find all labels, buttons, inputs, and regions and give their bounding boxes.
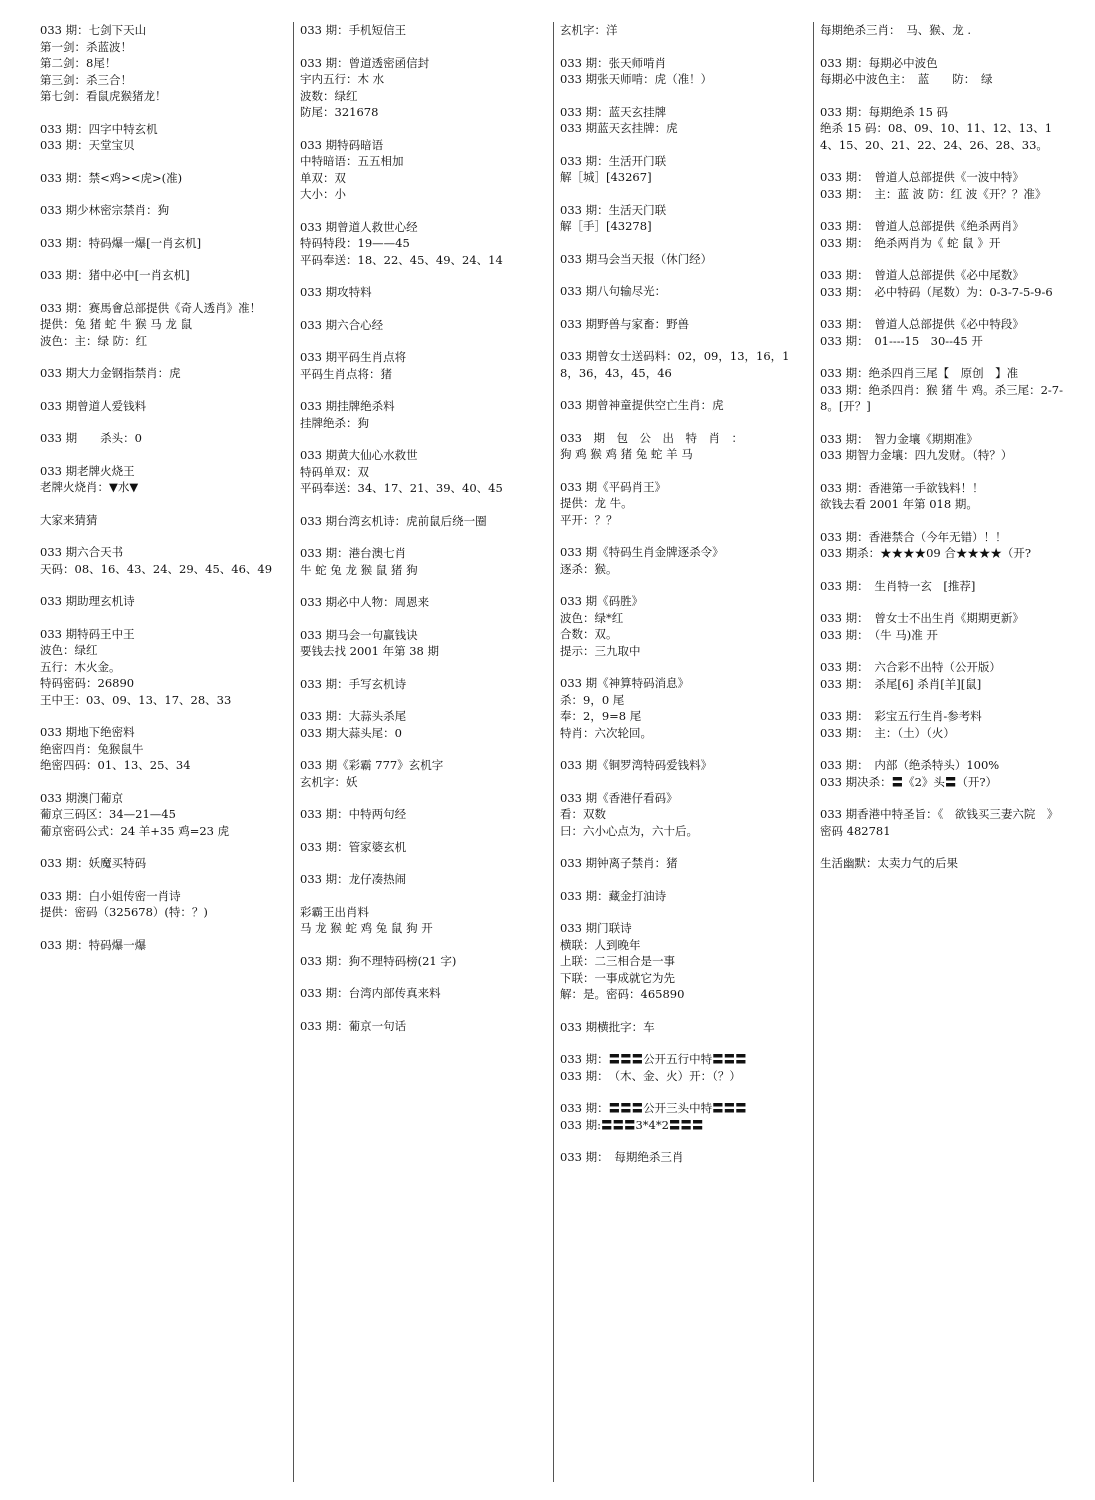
block-line: 解［手］[43278] — [560, 219, 652, 233]
text-block — [300, 137, 547, 203]
block-header: 033 期平码生肖点将 — [300, 350, 407, 364]
block-header: 033 期： 曾道人总部提供《绝杀两肖》 — [820, 219, 1024, 233]
text-block — [820, 169, 1068, 202]
text-block — [300, 871, 547, 888]
block-header: 033 期： 曾女士不出生肖《期期更新》 — [820, 611, 1024, 625]
block-line: 033 期： （木、金、火）开：（？） — [560, 1068, 741, 1083]
block-line: 特码特段：19——45 — [300, 236, 410, 250]
text-block — [40, 235, 287, 252]
block-line: 绝密四肖：兔猴鼠牛 — [40, 741, 144, 756]
text-block — [560, 593, 807, 659]
text-block — [560, 348, 807, 381]
text-block — [300, 513, 547, 530]
block-line: 五行：木火金。 — [40, 659, 121, 674]
block-line: 上联：二三相合是一事 — [560, 954, 675, 968]
text-block — [560, 283, 807, 300]
block-header: 033 期野兽与家畜：野兽 — [560, 316, 690, 331]
block-line: 逐杀：猴。 — [560, 561, 618, 576]
block-header: 033 期：张天师啃肖 — [560, 55, 667, 70]
text-block — [300, 447, 547, 497]
text-block — [40, 170, 287, 187]
block-line: 防尾：321678 — [300, 105, 379, 119]
text-block — [820, 708, 1068, 741]
block-line: 033 期大蒜头尾：0 — [300, 725, 402, 740]
block-line: 绝密四码：01、13、25、34 — [40, 758, 191, 772]
block-header: 033 期：香港第一手欲钱料！！ — [820, 480, 984, 495]
text-block — [560, 1149, 807, 1166]
block-header: 033 期：〓〓〓公开三头中特〓〓〓 — [560, 1101, 747, 1115]
block-header: 033 期： 曾道人总部提供《必中尾数》 — [820, 268, 1024, 282]
block-header: 033 期：港台澳七肖 — [300, 546, 407, 560]
block-line: 第三剑：杀三合！ — [40, 72, 132, 87]
block-header: 033 期钟离子禁肖：猪 — [560, 856, 678, 870]
block-line: 解：是。密码：465890 — [560, 987, 685, 1001]
block-header: 033 期《彩霸 777》玄机字 — [300, 758, 444, 772]
block-line: 033 期张天师啃：虎（准！） — [560, 72, 713, 86]
text-block — [820, 267, 1068, 300]
block-header: 033 期八句输尽光： — [560, 284, 667, 298]
text-block — [40, 512, 287, 529]
block-header: 033 期： 每期绝杀三肖 — [560, 1150, 684, 1164]
text-block — [40, 300, 287, 350]
block-header: 033 期少林密宗禁肖：狗 — [40, 203, 170, 217]
block-line: 看：双数 — [560, 807, 606, 821]
text-block — [300, 349, 547, 382]
block-header: 玄机字：洋 — [560, 23, 618, 37]
block-line: 曰：六小心点为，六十后。 — [560, 823, 698, 838]
text-block — [40, 593, 287, 610]
block-line: 每期必中波色主： 蓝 防： 绿 — [820, 72, 993, 86]
block-header: 033 期： 生肖特一玄 [推荐] — [820, 578, 976, 593]
text-block — [300, 22, 547, 39]
block-header: 033 期必中人物：周恩来 — [300, 595, 430, 609]
text-block — [300, 398, 547, 431]
block-line: 天码：08、16、43、24、29、45、46、49 — [40, 561, 273, 576]
block-line: 033 期： 主：（土）（火） — [820, 725, 955, 740]
block-header: 彩霸王出肖料 — [300, 904, 369, 919]
text-block — [820, 316, 1068, 349]
block-header: 033 期马会当天报（休门经） — [560, 251, 713, 266]
text-block — [40, 937, 287, 954]
block-line: 033 期决杀：〓《2》头〓（开?） — [820, 774, 998, 789]
block-line: 波色：绿红 — [40, 643, 98, 657]
block-line: 033 期： 主：蓝 波 防：红 波《开？？准》 — [820, 186, 1047, 201]
text-block — [300, 757, 547, 790]
block-line: 提供：密码（325678）(特：？) — [40, 905, 208, 919]
block-header: 033 期：手机短信王 — [300, 23, 407, 37]
block-header: 033 期大力金钢指禁肖：虎 — [40, 366, 181, 380]
text-block — [560, 920, 807, 1003]
text-block — [560, 855, 807, 872]
text-block — [560, 251, 807, 268]
block-line: 狗 鸡 猴 鸡 猪 兔 蛇 羊 马 — [560, 447, 693, 461]
block-header: 033 期：妖魔买特码 — [40, 856, 147, 870]
text-block — [300, 317, 547, 334]
block-header: 033 期：特码爆一爆[一肖玄机] — [40, 235, 202, 250]
text-block — [560, 55, 807, 88]
text-block — [40, 855, 287, 872]
block-line: 033 期：天堂宝贝 — [40, 138, 135, 152]
block-header: 033 期门联诗 — [560, 921, 632, 935]
text-block — [300, 627, 547, 660]
block-line: 平码奉送：18、22、45、49、24、14 — [300, 252, 503, 267]
block-header: 033 期助理玄机诗 — [40, 594, 135, 608]
block-line: 提示：三九取中 — [560, 643, 641, 658]
block-line: 特码单双：双 — [300, 464, 369, 479]
text-block — [300, 676, 547, 693]
block-header: 033 期曾神童提供空亡生肖：虎 — [560, 398, 724, 412]
block-header: 033 期：禁<鸡><虎>(准) — [40, 170, 183, 185]
text-block — [40, 202, 287, 219]
block-header: 033 期：七剑下天山 — [40, 23, 147, 37]
block-line: 033 期:〓〓〓3*4*2〓〓〓 — [560, 1117, 704, 1132]
block-line: 奉：2，9=8 尾 — [560, 709, 642, 723]
block-header: 033 期：中特两句经 — [300, 807, 407, 821]
text-block — [40, 22, 287, 105]
block-line: 欲钱去看 2001 年第 018 期。 — [820, 497, 978, 511]
block-line: 波色：绿*红 — [560, 610, 624, 625]
text-block — [820, 104, 1068, 154]
block-line: 平码奉送：34、17、21、39、40、45 — [300, 481, 503, 495]
text-block — [300, 806, 547, 823]
text-block — [820, 806, 1068, 839]
text-block — [560, 479, 807, 529]
block-line: 中特暗语：五五相加 — [300, 154, 404, 168]
block-line: 提供：兔 猪 蛇 牛 猴 马 龙 鼠 — [40, 317, 193, 331]
text-block — [40, 724, 287, 774]
text-block — [820, 55, 1068, 88]
block-line: 横联：人到晚年 — [560, 937, 641, 952]
block-line: 033 期杀：★★★★09 合★★★★（开? — [820, 546, 1032, 560]
block-line: 波数：绿红 — [300, 88, 358, 103]
block-line: 033 期： 绝杀两肖为《 蛇 鼠 》开 — [820, 235, 1001, 250]
text-block — [560, 888, 807, 905]
text-block — [40, 790, 287, 840]
block-line: 033 期智力金壤：四九发财。（特？） — [820, 448, 1013, 462]
block-header: 033 期：猪中必中[一肖玄机] — [40, 268, 190, 282]
text-block — [300, 839, 547, 856]
text-column-2 — [300, 22, 554, 1482]
block-line: 宇内五行：木 水 — [300, 72, 385, 86]
block-header: 033 期《铜罗湾特码爱钱料》 — [560, 758, 713, 772]
block-header: 033 期台湾玄机诗：虎前鼠后绕一圈 — [300, 513, 487, 528]
block-line: 特码密码：26890 — [40, 676, 135, 690]
text-block — [560, 675, 807, 741]
text-block — [300, 594, 547, 611]
text-column-1 — [40, 22, 294, 1482]
block-line: 王中王：03、09、13、17、28、33 — [40, 692, 232, 707]
block-line: 特肖：六次轮回。 — [560, 725, 652, 740]
text-block — [40, 267, 287, 284]
text-block — [820, 22, 1068, 39]
text-block — [820, 365, 1068, 415]
text-block — [560, 316, 807, 333]
block-header: 033 期：白小姐传密一肖诗 — [40, 888, 181, 903]
block-header: 033 期：生活天门联 — [560, 202, 667, 217]
text-block — [560, 104, 807, 137]
text-block — [820, 659, 1068, 692]
block-header: 033 期：曾道透密函信封 — [300, 55, 430, 70]
block-header: 033 期马会一句赢钱诀 — [300, 627, 418, 642]
text-block — [560, 757, 807, 774]
text-block — [40, 626, 287, 709]
text-block — [820, 529, 1068, 562]
text-block — [820, 218, 1068, 251]
text-block — [560, 544, 807, 577]
block-header: 033 期特码暗语 — [300, 137, 384, 152]
block-line: 葡京密码公式：24 羊+35 鸡=23 虎 — [40, 823, 230, 838]
text-block — [40, 430, 287, 447]
block-line: 第七剑：看鼠虎猴猪龙！ — [40, 89, 167, 103]
block-header: 033 期： 智力金壤《期期准》 — [820, 431, 978, 446]
block-line: 解［城］[43267] — [560, 170, 652, 184]
block-header: 033 期澳门葡京 — [40, 790, 124, 805]
block-line: 033 期： 杀尾[6] 杀肖[羊][鼠] — [820, 676, 982, 691]
block-header: 033 期《神算特码消息》 — [560, 676, 690, 690]
block-header: 033 期：龙仔凑热闹 — [300, 872, 407, 886]
block-header: 033 期：手写玄机诗 — [300, 676, 407, 691]
block-header: 033 期：生活开门联 — [560, 153, 667, 168]
block-header: 033 期地下绝密料 — [40, 725, 135, 739]
text-block — [560, 202, 807, 235]
block-line: 平码生肖点将：猪 — [300, 366, 392, 381]
text-block — [560, 790, 807, 840]
text-block — [820, 431, 1068, 464]
block-line: 第一剑：杀蓝波！ — [40, 39, 132, 54]
block-line: 平开：？？ — [560, 512, 618, 527]
text-block — [300, 985, 547, 1002]
block-line: 大小：小 — [300, 187, 346, 201]
text-block — [300, 219, 547, 269]
block-line: 马 龙 猴 蛇 鸡 兔 鼠 狗 开 — [300, 921, 433, 935]
block-header: 033 期：每期绝杀 15 码 — [820, 104, 949, 119]
block-header: 033 期： 内部（绝杀特头）100% — [820, 758, 1000, 772]
block-header: 033 期挂牌绝杀料 — [300, 399, 395, 413]
text-block — [40, 544, 287, 577]
text-block — [300, 284, 547, 301]
block-header: 033 期六合天书 — [40, 545, 124, 559]
block-header: 033 期：赛馬會总部提供《奇人透肖》准！ — [40, 300, 262, 315]
text-block — [820, 855, 1068, 872]
text-block — [40, 888, 287, 921]
block-line: 要钱去找 2001 年第 38 期 — [300, 644, 440, 658]
block-header: 033 期：狗不理特码榜(21 字) — [300, 953, 457, 968]
block-header: 033 期： 六合彩不出特（公开版） — [820, 660, 1001, 674]
text-block — [40, 121, 287, 154]
block-header: 033 期《香港仔看码》 — [560, 790, 678, 805]
block-line: 杀：9，0 尾 — [560, 692, 625, 707]
text-block — [820, 480, 1068, 513]
text-block — [40, 365, 287, 382]
block-line: 老牌火烧肖：▼水▼ — [40, 480, 139, 494]
block-line: 第二剑：8尾！ — [40, 56, 117, 70]
block-header: 大家来猜猜 — [40, 512, 98, 527]
text-block — [560, 1051, 807, 1084]
text-block — [300, 55, 547, 121]
block-header: 033 期：台湾内部传真来料 — [300, 986, 441, 1000]
block-line: 波色：主：绿 防：红 — [40, 333, 148, 348]
block-line: 033 期：绝杀四肖：猴 猪 牛 鸡。杀三尾：2-7-8。[开？] — [820, 382, 1063, 413]
text-block — [300, 708, 547, 741]
block-line: 033 期蓝天玄挂牌：虎 — [560, 121, 678, 135]
text-block — [300, 953, 547, 970]
block-line: 下联：一事成就它为先 — [560, 970, 675, 985]
text-block — [820, 757, 1068, 790]
block-line: 玄机字：妖 — [300, 774, 358, 789]
block-line: 挂牌绝杀：狗 — [300, 415, 369, 430]
block-header: 033 期 杀头：0 — [40, 431, 142, 445]
block-header: 033 期：香港禁合（今年无错）！！ — [820, 529, 1007, 544]
block-header: 033 期：葡京一句话 — [300, 1018, 407, 1033]
block-header: 033 期 包 公 出 特 肖 ： — [560, 430, 743, 445]
block-line: 033 期： 01----15 30--45 开 — [820, 333, 983, 348]
block-header: 033 期：每期必中波色 — [820, 55, 938, 70]
block-header: 033 期：绝杀四肖三尾【 原创 】准 — [820, 366, 1019, 380]
block-line: 合数：双。 — [560, 627, 618, 641]
block-header: 033 期《码胜》 — [560, 594, 644, 608]
block-header: 033 期：管家婆玄机 — [300, 839, 407, 854]
block-header: 生活幽默：太卖力气的后果 — [820, 856, 958, 870]
block-header: 033 期：蓝天玄挂牌 — [560, 104, 667, 119]
block-line: 葡京三码区：34—21—45 — [40, 807, 176, 821]
block-header: 033 期黄大仙心水救世 — [300, 448, 418, 462]
block-line: 单双：双 — [300, 170, 346, 185]
block-header: 033 期香港中特圣旨：《 欲钱买三妻六院 》 — [820, 807, 1059, 821]
block-header: 033 期：藏金打油诗 — [560, 888, 667, 903]
block-line: 提供：龙 牛。 — [560, 496, 633, 510]
block-header: 033 期：大蒜头杀尾 — [300, 709, 407, 723]
block-line: 牛 蛇 兔 龙 猴 鼠 猪 狗 — [300, 562, 418, 577]
block-header: 033 期： 彩宝五行生肖-参考料 — [820, 709, 982, 723]
block-header: 033 期横批字：车 — [560, 1019, 655, 1034]
text-block — [560, 153, 807, 186]
block-header: 033 期攻特料 — [300, 285, 372, 299]
text-column-3 — [560, 22, 814, 1482]
block-header: 033 期： 曾道人总部提供《必中特段》 — [820, 317, 1024, 331]
block-header: 033 期老牌火烧王 — [40, 463, 135, 478]
text-block — [560, 1019, 807, 1036]
text-block — [40, 398, 287, 415]
block-header: 033 期曾女士送码料：02，09，13，16，18，36，43，45，46 — [560, 349, 790, 380]
block-line: 033 期： 必中特码（尾数）为：0-3-7-5-9-6 — [820, 284, 1053, 299]
block-line: 绝杀 15 码：08、09、10、11、12、13、14、15、20、21、22、24、26、28、33。 — [820, 121, 1053, 152]
block-header: 033 期：〓〓〓公开五行中特〓〓〓 — [560, 1052, 747, 1066]
block-header: 033 期曾道人爱钱料 — [40, 398, 147, 413]
text-block — [560, 397, 807, 414]
text-block — [820, 610, 1068, 643]
block-header: 033 期：特码爆一爆 — [40, 937, 147, 952]
block-header: 033 期六合心经 — [300, 317, 384, 332]
block-header: 033 期曾道人救世心经 — [300, 219, 418, 234]
text-block — [560, 1100, 807, 1133]
block-header: 033 期：四字中特玄机 — [40, 121, 158, 136]
block-header: 033 期《平码肖王》 — [560, 479, 667, 494]
block-header: 每期绝杀三肖： 马、猴、龙 . — [820, 23, 972, 37]
text-block — [300, 1018, 547, 1035]
text-block — [820, 578, 1068, 595]
block-line: 密码 482781 — [820, 823, 891, 838]
text-block — [40, 463, 287, 496]
text-block — [300, 545, 547, 578]
block-header: 033 期： 曾道人总部提供《一波中特》 — [820, 170, 1024, 184]
text-block — [560, 22, 807, 39]
block-header: 033 期特码王中王 — [40, 626, 135, 641]
block-line: 033 期： （牛 马)准 开 — [820, 627, 938, 642]
text-block — [300, 904, 547, 937]
text-block — [560, 430, 807, 463]
text-column-4 — [820, 22, 1074, 1482]
block-header: 033 期《特码生肖金牌逐杀令》 — [560, 545, 724, 559]
